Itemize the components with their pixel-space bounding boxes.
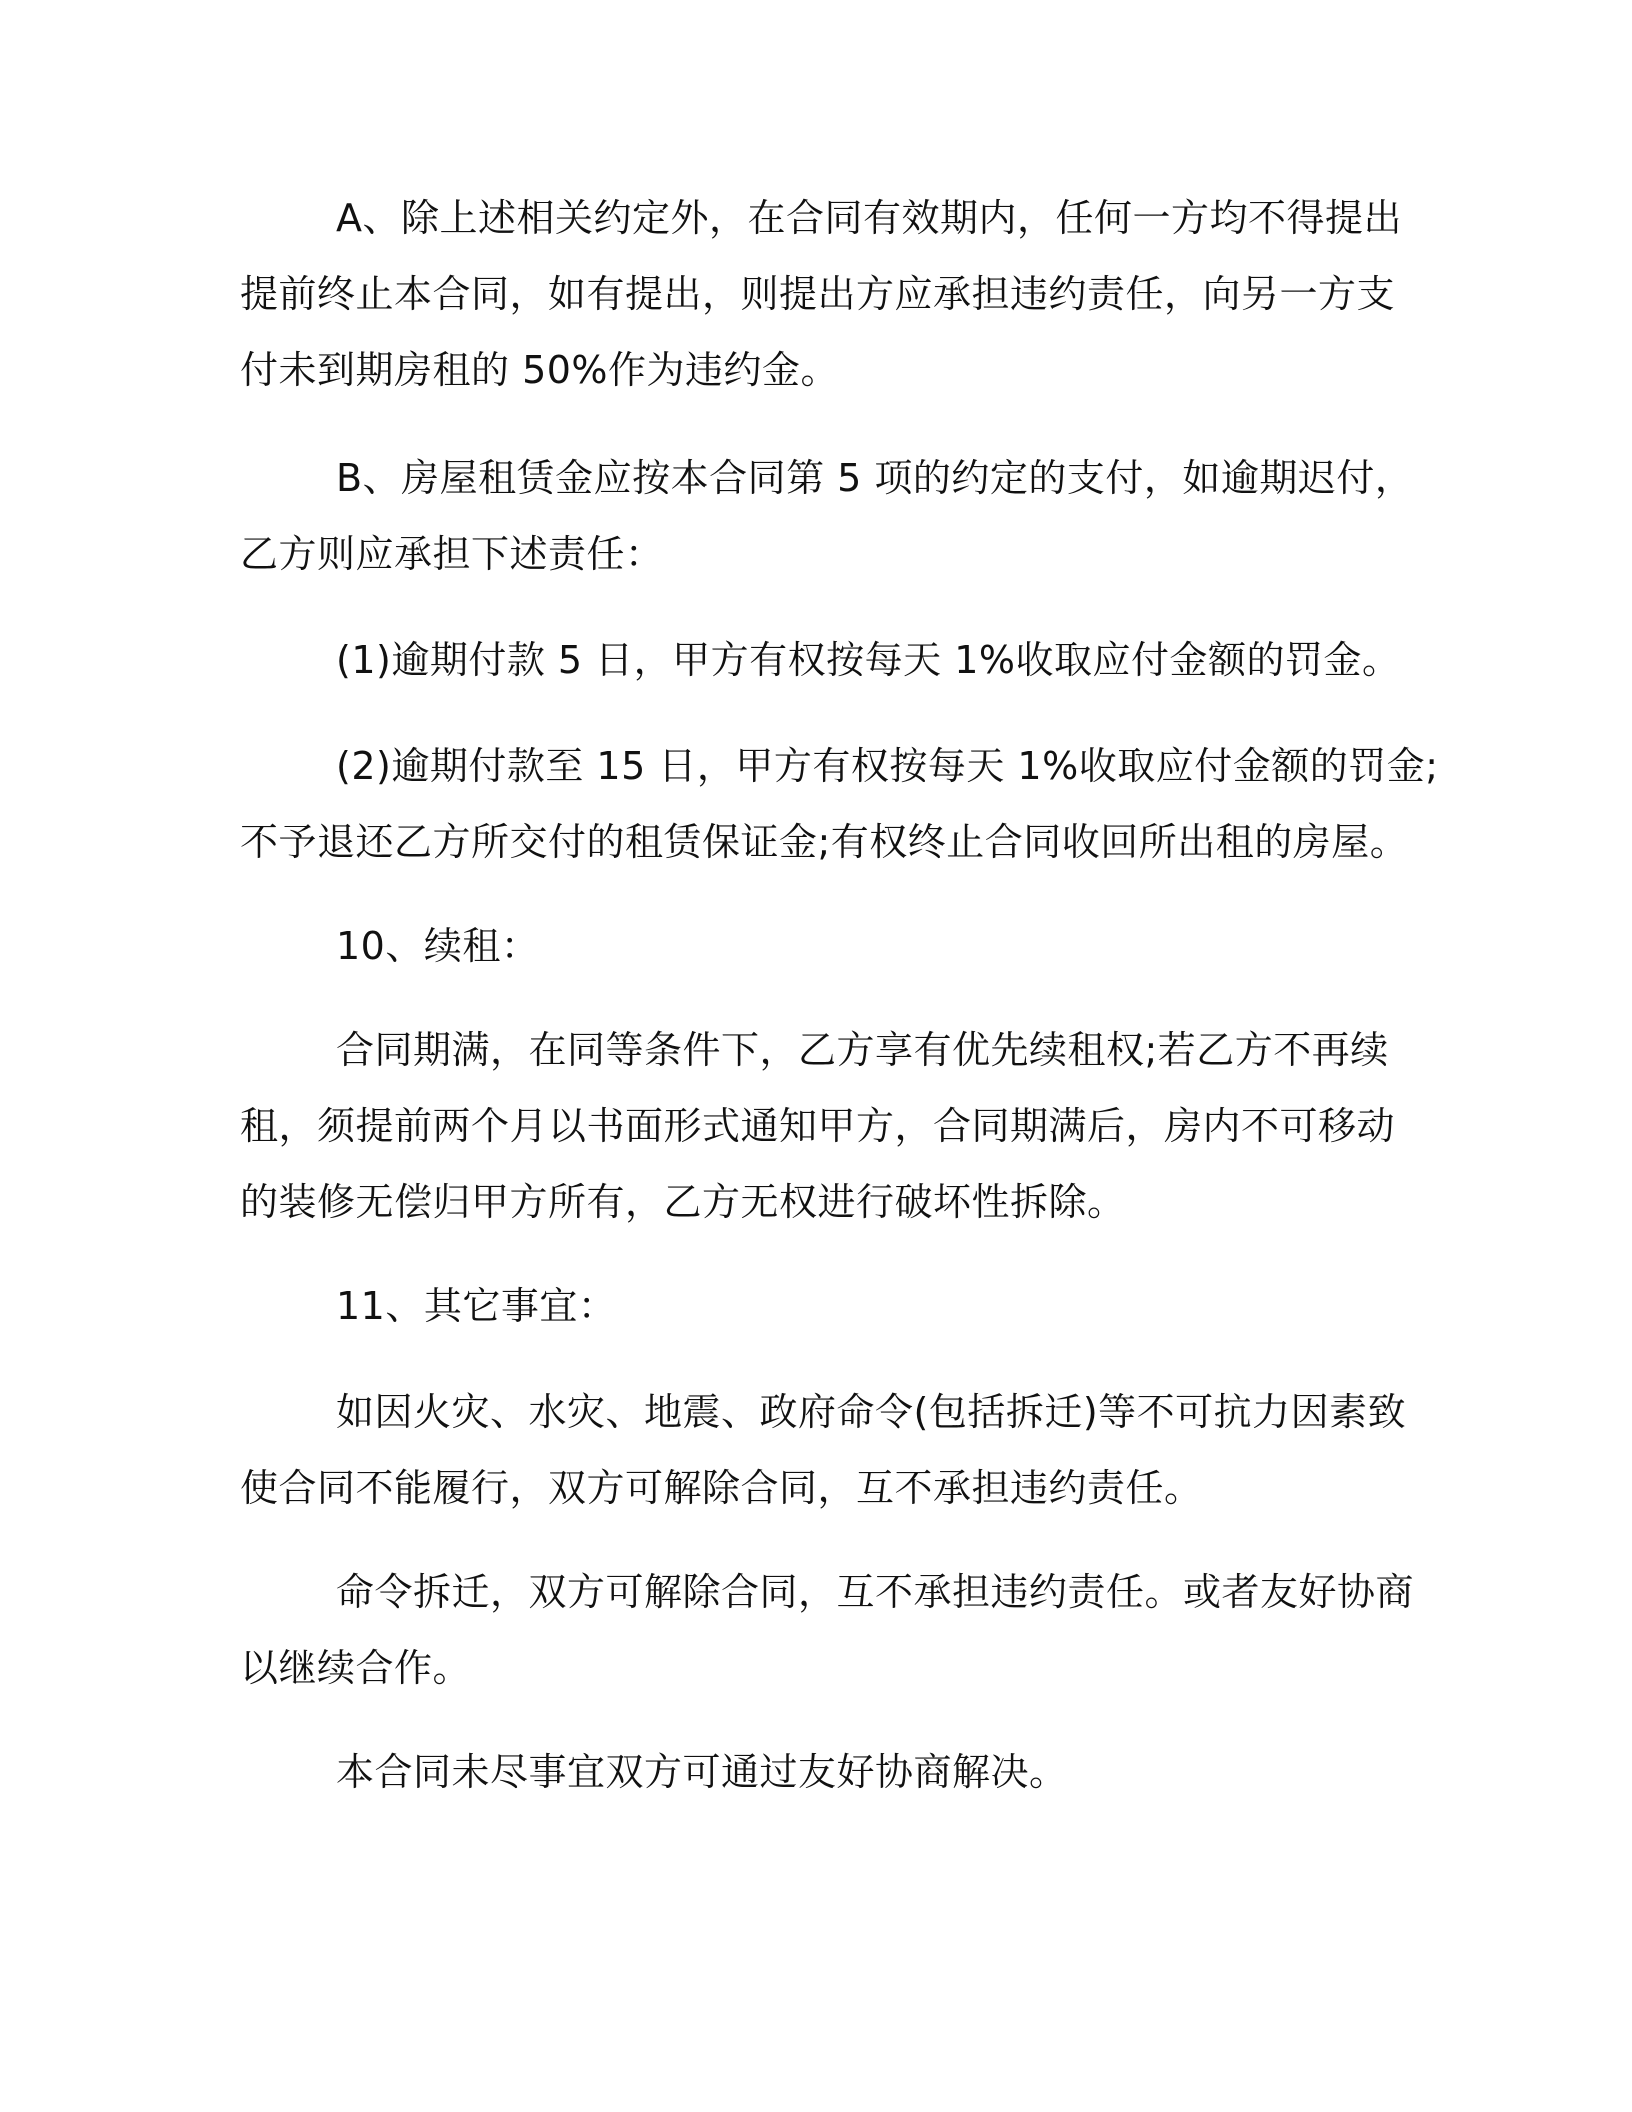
text-line: 使合同不能履行，双方可解除合同，互不承担违约责任。 bbox=[240, 1466, 1203, 1510]
text-line: 不予退还乙方所交付的租赁保证金;有权终止合同收回所出租的房屋。 bbox=[240, 820, 1409, 864]
text-line: 合同期满，在同等条件下，乙方享有优先续租权;若乙方不再续 bbox=[336, 1028, 1389, 1072]
text-line: 11、其它事宜： bbox=[336, 1284, 617, 1328]
text-line: 的装修无偿归甲方所有，乙方无权进行破坏性拆除。 bbox=[240, 1180, 1126, 1224]
text-line: (1)逾期付款 5 日，甲方有权按每天 1%收取应付金额的罚金。 bbox=[336, 638, 1401, 682]
paragraph-penalty-15-days bbox=[240, 728, 1439, 880]
paragraph-force-majeure bbox=[240, 1374, 1407, 1526]
paragraph-demolition-order bbox=[240, 1554, 1415, 1706]
paragraph-penalty-5-days bbox=[240, 622, 1400, 698]
text-line: 租，须提前两个月以书面形式通知甲方，合同期满后，房内不可移动 bbox=[240, 1104, 1396, 1148]
text-line: 如因火灾、水灾、地震、政府命令(包括拆迁)等不可抗力因素致 bbox=[336, 1390, 1407, 1434]
text-line: 乙方则应承担下述责任： bbox=[240, 532, 664, 576]
text-line: A、除上述相关约定外，在合同有效期内，任何一方均不得提出 bbox=[336, 196, 1402, 240]
heading-renewal bbox=[240, 908, 1400, 984]
text-line: 10、续租： bbox=[336, 924, 540, 968]
text-line: 命令拆迁，双方可解除合同，互不承担违约责任。或者友好协商 bbox=[336, 1570, 1415, 1614]
paragraph-late-payment bbox=[240, 440, 1414, 592]
text-line: B、房屋租赁金应按本合同第 5 项的约定的支付，如逾期迟付， bbox=[336, 456, 1414, 500]
paragraph-renewal bbox=[240, 1012, 1400, 1240]
text-line: (2)逾期付款至 15 日，甲方有权按每天 1%收取应付金额的罚金; bbox=[336, 744, 1439, 788]
text-line: 本合同未尽事宜双方可通过友好协商解决。 bbox=[336, 1750, 1068, 1794]
text-line: 以继续合作。 bbox=[240, 1646, 472, 1690]
text-line: 提前终止本合同，如有提出，则提出方应承担违约责任，向另一方支 bbox=[240, 272, 1396, 316]
paragraph-early-termination bbox=[240, 180, 1400, 408]
paragraph-unresolved-matters bbox=[240, 1734, 1400, 1810]
text-line: 付未到期房租的 50%作为违约金。 bbox=[240, 348, 840, 392]
heading-other-matters bbox=[240, 1268, 1400, 1344]
